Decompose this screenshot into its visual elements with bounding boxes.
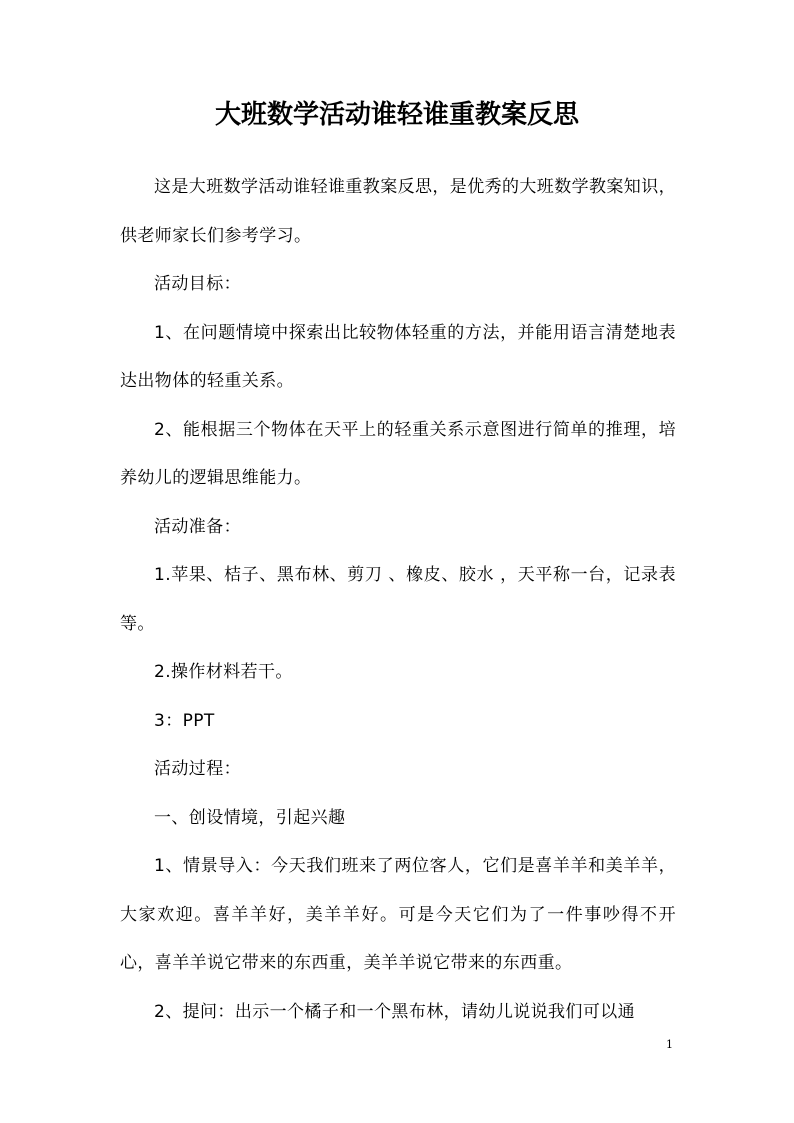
section-heading-process: 活动过程： — [154, 759, 241, 779]
process-step-heading: 一、创设情境，引起兴趣 — [154, 807, 346, 828]
section-heading-goals: 活动目标： — [154, 274, 241, 294]
preparation-item-3: 3：PPT — [154, 710, 215, 731]
preparation-item-1: 1.苹果、桔子、黑布林、剪刀 、橡皮、胶水 ，天平称一台，记录表等。 — [120, 565, 676, 634]
process-step-1: 1、情景导入：今天我们班来了两位客人，它们是喜羊羊和美羊羊，大家欢迎。喜羊羊好，美羊羊好。可是今天它们为了一件事吵得不开心，喜羊羊说它带来的东西重，美羊羊说它带来的东西重。 — [120, 856, 676, 973]
goal-item-2: 2、能根据三个物体在天平上的轻重关系示意图进行简单的推理，培养幼儿的逻辑思维能力。 — [120, 419, 676, 488]
preparation-item-2: 2.操作材料若干。 — [154, 662, 293, 682]
page-number: 1 — [666, 1038, 673, 1051]
goal-item-1: 1、在问题情境中探索出比较物体轻重的方法，并能用语言清楚地表达出物体的轻重关系。 — [120, 322, 676, 391]
process-step-2: 2、提问：出示一个橘子和一个黑布林，请幼儿说说我们可以通 — [154, 1001, 636, 1022]
section-heading-preparation: 活动准备： — [154, 516, 241, 537]
document-body — [120, 163, 676, 1036]
intro-paragraph: 这是大班数学活动谁轻谁重教案反思，是优秀的大班数学教案知识，供老师家长们参考学习。 — [120, 177, 676, 246]
document-title: 大班数学活动谁轻谁重教案反思 — [214, 100, 579, 130]
